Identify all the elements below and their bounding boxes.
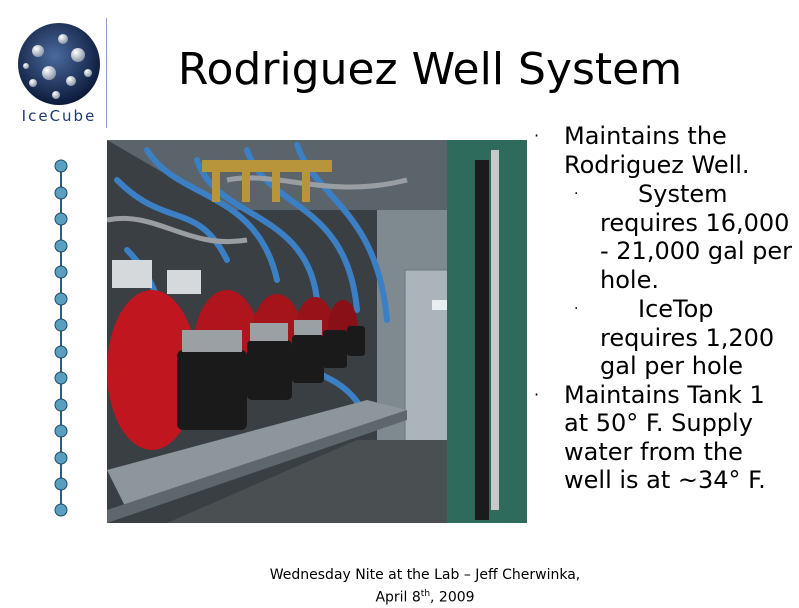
bullet-dot: · [534,126,540,145]
footer-line-1: Wednesday Nite at the Lab – Jeff Cherwinka, [269,567,581,583]
dom-string-graphic [50,158,72,518]
logo-divider [106,18,107,128]
footer-date: April 8 [375,589,421,606]
icecube-logo [10,18,108,128]
bullet-text: Maintains the Rodriguez Well. [564,122,750,179]
slide-title: Rodriguez Well System [177,44,683,95]
bullet-item [530,381,795,495]
bullet-item [530,122,795,179]
slide-footer [200,566,650,608]
footer-line-2 [200,585,650,608]
logo-text: IceCube [21,107,97,125]
sub-bullet-text: IceTop requires 1,200 gal per hole [600,295,775,380]
footer-year: , 2009 [430,589,475,606]
heater-plant-photo [107,140,527,523]
icecube-globe-icon [16,21,102,107]
bullet-dot: · [574,301,579,317]
bullet-list [530,122,795,495]
bullet-dot: · [574,186,579,202]
sub-bullet-item [530,295,795,381]
sub-bullet-text: System requires 16,000 - 21,000 gal per hole. [600,180,792,294]
footer-date-suffix: th [420,589,431,599]
bullet-dot: · [534,384,540,404]
sub-bullet-item [530,180,795,294]
bullet-text: Maintains Tank 1 at 50° F. Supply water from the well is at ~34° F. [564,380,766,494]
